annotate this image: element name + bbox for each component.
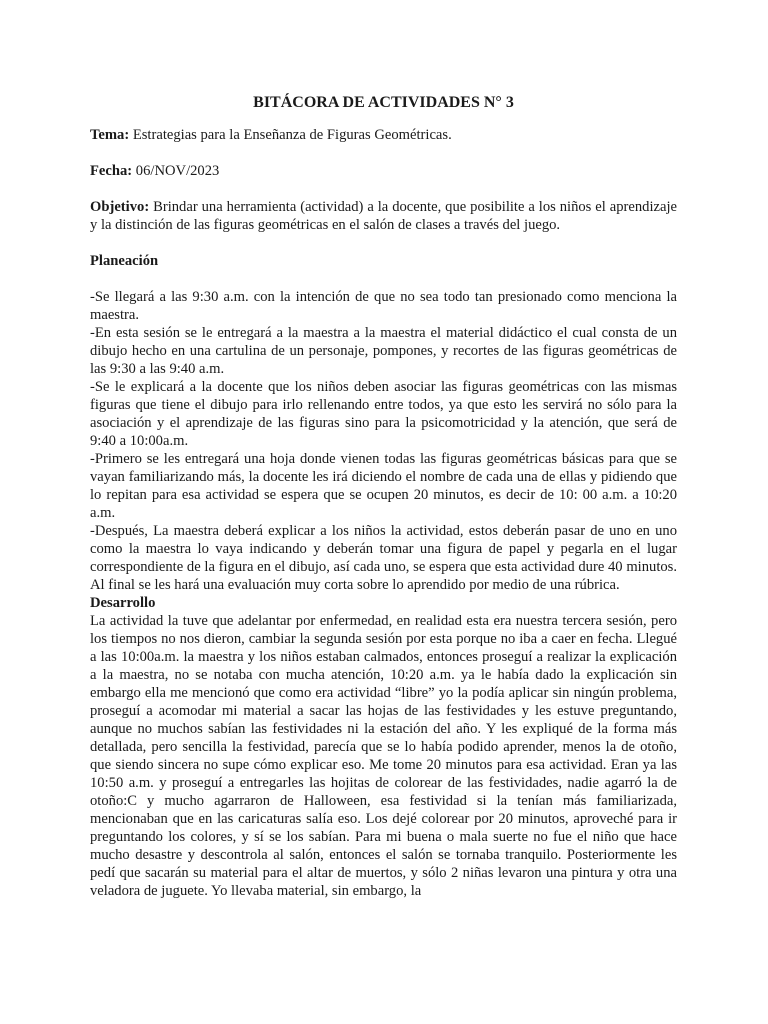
objetivo-label: Objetivo: <box>90 199 150 215</box>
objetivo-field <box>90 198 677 234</box>
desarrollo-heading: Desarrollo <box>90 595 156 611</box>
fecha-value: 06/NOV/2023 <box>132 163 220 179</box>
tema-value: Estrategias para la Enseñanza de Figuras Geométricas. <box>129 127 452 143</box>
tema-label: Tema: <box>90 127 130 143</box>
planeacion-item: -En esta sesión se le entregará a la maestra a la maestra el material didáctico el cual consta de un dibujo hecho en una cartulina de un personaje, pompones, y recortes de las figuras geométricas de las 9:30 a las 9:40 a.m. <box>90 325 677 377</box>
document-title: BITÁCORA DE ACTIVIDADES N° 3 <box>253 94 514 111</box>
fecha-field <box>90 162 677 180</box>
desarrollo-text: La actividad la tuve que adelantar por enfermedad, en realidad esta era nuestra tercera sesión, pero los tiempos no nos dieron, cambiar la segunda sesión por esta porque no iba a caer en fecha. Llegué a las 10:00a.m. la maestra y los niños estaban calmados, entonces proseguí a realizar la explicación a la maestra, no se notaba con mucha atención, 10:20 a.m. ya le había dado la explicación sin embargo ella me mencionó que como era actividad “libre” yo la podía aplicar sin ningún problema, proseguí a acomodar mi material a sacar las hojas de las festividades y les estuve preguntando, aunque no muchos sabían las festividades ni la estación del año. Y les expliqué de la forma más detallada, pero sencilla la festividad, parecía que se lo había podido aprender, menos la de otoño, que siendo sincera no supe cómo explicar eso. Me tome 20 minutos para esa actividad. Eran ya las 10:50 a.m. y proseguí a entregarles las hojitas de colorear de las festividades, nadie agarró la de otoño:C y mucho agarraron de Halloween, esa festividad si la tenían más familiarizada, mencionaban que en las caricaturas salía eso. Los dejé colorear por 20 minutos, aproveché para ir preguntando los colores, y sí se los sabían. Para mi buena o mala suerte no fue el niño que hace mucho desastre y descontrola al salón, entonces el salón se tornaba tranquilo. Posteriormente les pedí que sacarán su material para el altar de muertos, y sólo 2 niñas levaron una pintura y otra una veladora de juguete. Yo llevaba material, sin embargo, la <box>90 613 677 899</box>
planeacion-heading: Planeación <box>90 253 159 269</box>
planeacion-item: -Se llegará a las 9:30 a.m. con la intención de que no sea todo tan presionado como menciona la maestra. <box>90 289 677 323</box>
planeacion-item: -Después, La maestra deberá explicar a los niños la actividad, estos deberán pasar de uno en uno como la maestra lo vaya indicando y deberán tomar una figura de papel y pegarla en el lugar correspondiente de la figura en el dibujo, así cada uno, se espera que esta actividad dure 40 minutos. Al final se les hará una evaluación muy corta sobre lo aprendido por medio de una rúbrica. <box>90 523 677 593</box>
objetivo-value: Brindar una herramienta (actividad) a la docente, que posibilite a los niños el aprendizaje y la distinción de las figuras geométricas en el salón de clases a través del juego. <box>90 199 677 233</box>
planeacion-item: -Primero se les entregará una hoja donde vienen todas las figuras geométricas básicas para que se vayan familiarizando más, la docente les irá diciendo el nombre de cada una de ellas y pidiendo que lo repitan para esa actividad se espera que se ocupen 20 minutos, es decir de 10: 00 a.m. a 10:20 a.m. <box>90 451 677 521</box>
tema-field <box>90 126 677 144</box>
fecha-label: Fecha: <box>90 163 133 179</box>
document-page <box>90 88 677 900</box>
planeacion-item: -Se le explicará a la docente que los niños deben asociar las figuras geométricas con las mismas figuras que tiene el dibujo para irlo rellenando entre todos, ya que esto les servirá no sólo para la asociación y el aprendizaje de las figuras sino para la psicomotricidad y la atención, que será de 9:40 a 10:00a.m. <box>90 379 677 449</box>
planeacion-list <box>90 288 677 594</box>
